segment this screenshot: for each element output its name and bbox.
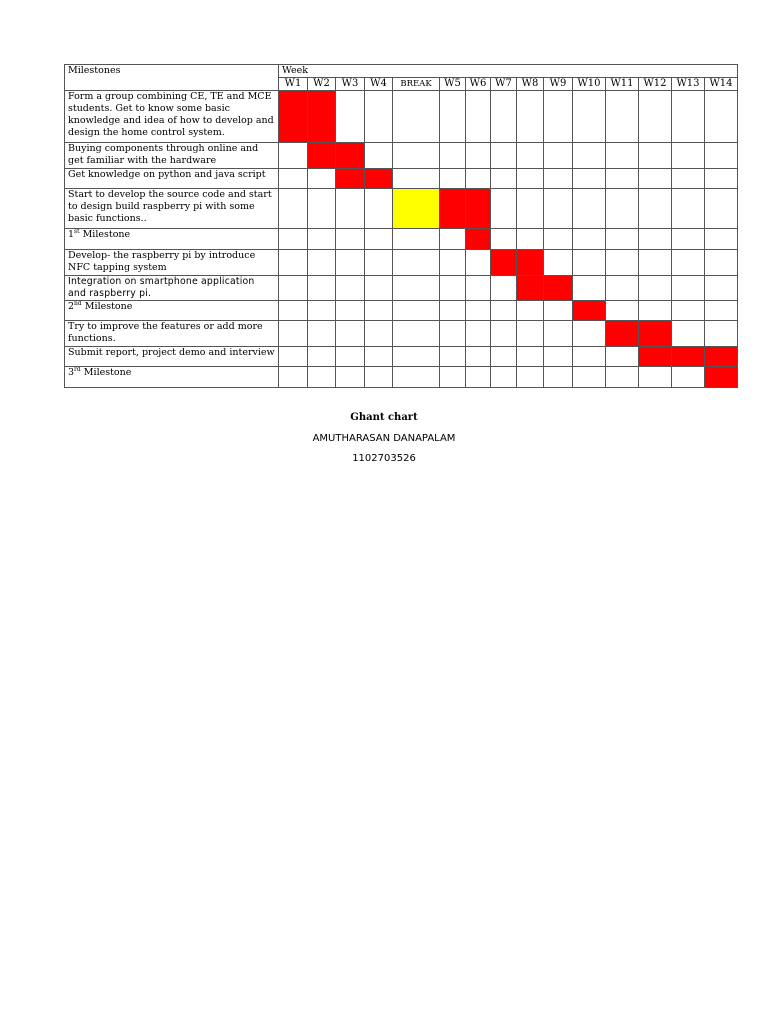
week-cell-w1 — [279, 347, 308, 367]
week-cell-w10 — [573, 301, 606, 321]
column-header-w1: W1 — [279, 78, 308, 91]
week-cell-w2 — [308, 321, 336, 347]
task-cell — [65, 169, 279, 189]
week-cell-w12 — [639, 250, 672, 276]
week-cell-w12 — [639, 169, 672, 189]
week-cell-w5 — [440, 276, 466, 301]
milestone-ordinal: 1 — [68, 229, 75, 240]
week-cell-w5 — [440, 250, 466, 276]
table-row — [65, 276, 738, 301]
week-cell-w12 — [639, 301, 672, 321]
week-cell-w2 — [308, 347, 336, 367]
week-cell-w14 — [705, 301, 738, 321]
column-header-w8: W8 — [517, 78, 544, 91]
week-cell-w2 — [308, 169, 336, 189]
week-cell-w3 — [336, 321, 365, 347]
week-cell-w8 — [517, 91, 544, 143]
week-cell-w14 — [705, 143, 738, 169]
week-cell-w7 — [491, 321, 517, 347]
week-cell-w13 — [672, 301, 705, 321]
week-cell-w9 — [544, 367, 573, 388]
week-cell-w6 — [466, 169, 491, 189]
column-header-w11: W11 — [606, 78, 639, 91]
task-label: Start to develop the source code and start to design build raspberry pi with some basic functions.. — [68, 189, 272, 224]
week-cell-w8 — [517, 229, 544, 250]
break-cell — [393, 301, 440, 321]
week-cell-w7 — [491, 301, 517, 321]
week-cell-w1 — [279, 276, 308, 301]
week-cell-w4 — [365, 301, 393, 321]
week-cell-w13 — [672, 189, 705, 229]
week-cell-w12 — [639, 321, 672, 347]
task-label: Get knowledge on python and java script — [68, 169, 266, 180]
task-cell — [65, 301, 279, 321]
task-label: Buying components through online and get familiar with the hardware — [68, 143, 259, 166]
week-cell-w11 — [606, 321, 639, 347]
week-cell-w5 — [440, 321, 466, 347]
milestones-header: Milestones — [65, 65, 279, 91]
week-cell-w2 — [308, 250, 336, 276]
break-cell — [393, 347, 440, 367]
week-cell-w7 — [491, 189, 517, 229]
week-cell-w3 — [336, 367, 365, 388]
week-cell-w11 — [606, 301, 639, 321]
week-cell-w1 — [279, 229, 308, 250]
break-cell — [393, 321, 440, 347]
break-cell — [393, 143, 440, 169]
task-label: Form a group combining CE, TE and MCE students. Get to know some basic knowledge and idea of how to develop and design the home control system. — [68, 91, 274, 138]
table-row — [65, 250, 738, 276]
week-cell-w1 — [279, 169, 308, 189]
task-cell — [65, 250, 279, 276]
week-cell-w8 — [517, 189, 544, 229]
column-header-w3: W3 — [336, 78, 365, 91]
week-cell-w4 — [365, 367, 393, 388]
column-header-w6: W6 — [466, 78, 491, 91]
week-cell-w13 — [672, 91, 705, 143]
task-cell — [65, 91, 279, 143]
column-header-w4: W4 — [365, 78, 393, 91]
week-cell-w10 — [573, 91, 606, 143]
milestone-ordinal: 2 — [68, 301, 75, 312]
week-cell-w11 — [606, 347, 639, 367]
week-cell-w13 — [672, 143, 705, 169]
week-cell-w12 — [639, 367, 672, 388]
table-row — [65, 301, 738, 321]
week-cell-w5 — [440, 189, 466, 229]
week-cell-w1 — [279, 143, 308, 169]
week-cell-w12 — [639, 189, 672, 229]
week-cell-w6 — [466, 229, 491, 250]
week-cell-w14 — [705, 367, 738, 388]
week-cell-w4 — [365, 276, 393, 301]
column-header-break: BREAK — [393, 78, 440, 91]
week-cell-w10 — [573, 169, 606, 189]
week-cell-w6 — [466, 91, 491, 143]
week-cell-w4 — [365, 321, 393, 347]
week-cell-w7 — [491, 367, 517, 388]
week-cell-w8 — [517, 276, 544, 301]
week-cell-w9 — [544, 301, 573, 321]
week-cell-w1 — [279, 250, 308, 276]
week-cell-w10 — [573, 321, 606, 347]
week-cell-w13 — [672, 250, 705, 276]
week-cell-w12 — [639, 91, 672, 143]
table-row — [65, 189, 738, 229]
week-cell-w2 — [308, 276, 336, 301]
week-cell-w9 — [544, 91, 573, 143]
week-cell-w7 — [491, 143, 517, 169]
week-cell-w1 — [279, 301, 308, 321]
week-cell-w8 — [517, 347, 544, 367]
column-header-w2: W2 — [308, 78, 336, 91]
table-row — [65, 229, 738, 250]
week-cell-w7 — [491, 347, 517, 367]
week-cell-w10 — [573, 250, 606, 276]
table-row — [65, 347, 738, 367]
milestone-label: Milestone — [82, 229, 131, 240]
week-cell-w6 — [466, 189, 491, 229]
break-cell — [393, 229, 440, 250]
week-cell-w1 — [279, 189, 308, 229]
week-cell-w9 — [544, 229, 573, 250]
task-label: Integration on smartphone application and raspberry pi. — [68, 276, 255, 299]
chart-title: Ghant chart — [350, 412, 418, 423]
week-cell-w11 — [606, 143, 639, 169]
task-cell — [65, 276, 279, 301]
week-cell-w6 — [466, 367, 491, 388]
break-cell — [393, 91, 440, 143]
week-cell-w5 — [440, 347, 466, 367]
week-cell-w10 — [573, 367, 606, 388]
week-cell-w11 — [606, 91, 639, 143]
week-cell-w5 — [440, 91, 466, 143]
week-cell-w11 — [606, 229, 639, 250]
week-cell-w3 — [336, 143, 365, 169]
week-cell-w12 — [639, 143, 672, 169]
week-cell-w5 — [440, 301, 466, 321]
week-cell-w2 — [308, 189, 336, 229]
week-cell-w3 — [336, 276, 365, 301]
week-cell-w14 — [705, 189, 738, 229]
week-cell-w9 — [544, 189, 573, 229]
week-cell-w10 — [573, 143, 606, 169]
week-cell-w11 — [606, 367, 639, 388]
week-cell-w2 — [308, 91, 336, 143]
week-cell-w6 — [466, 276, 491, 301]
milestone-ordinal-suffix: nd — [74, 300, 82, 307]
week-cell-w4 — [365, 91, 393, 143]
week-cell-w7 — [491, 169, 517, 189]
table-row — [65, 143, 738, 169]
week-cell-w4 — [365, 229, 393, 250]
task-label: Develop- the raspberry pi by introduce NFC tapping system — [68, 250, 256, 273]
week-cell-w14 — [705, 250, 738, 276]
week-cell-w6 — [466, 143, 491, 169]
week-cell-w14 — [705, 347, 738, 367]
week-cell-w13 — [672, 321, 705, 347]
week-cell-w3 — [336, 301, 365, 321]
task-cell — [65, 189, 279, 229]
week-cell-w2 — [308, 301, 336, 321]
column-header-w14: W14 — [705, 78, 738, 91]
week-cell-w1 — [279, 321, 308, 347]
column-header-w9: W9 — [544, 78, 573, 91]
week-cell-w9 — [544, 321, 573, 347]
week-cell-w5 — [440, 143, 466, 169]
break-cell — [393, 367, 440, 388]
week-cell-w9 — [544, 347, 573, 367]
column-header-w13: W13 — [672, 78, 705, 91]
week-cell-w3 — [336, 229, 365, 250]
week-cell-w3 — [336, 189, 365, 229]
week-cell-w2 — [308, 367, 336, 388]
table-row — [65, 367, 738, 388]
week-cell-w9 — [544, 276, 573, 301]
week-cell-w6 — [466, 301, 491, 321]
task-label: Try to improve the features or add more functions. — [68, 321, 263, 344]
week-cell-w7 — [491, 229, 517, 250]
week-cell-w8 — [517, 301, 544, 321]
week-cell-w14 — [705, 169, 738, 189]
week-cell-w6 — [466, 250, 491, 276]
week-cell-w14 — [705, 276, 738, 301]
week-cell-w6 — [466, 347, 491, 367]
break-cell — [393, 276, 440, 301]
week-cell-w2 — [308, 143, 336, 169]
week-cell-w10 — [573, 276, 606, 301]
milestone-ordinal-suffix: st — [74, 228, 80, 235]
gantt-chart-table — [64, 64, 738, 388]
milestone-label: Milestone — [84, 301, 133, 312]
week-cell-w8 — [517, 367, 544, 388]
week-cell-w3 — [336, 169, 365, 189]
week-cell-w8 — [517, 321, 544, 347]
break-cell — [393, 250, 440, 276]
week-cell-w4 — [365, 143, 393, 169]
column-header-w7: W7 — [491, 78, 517, 91]
milestone-ordinal: 3 — [68, 367, 75, 378]
week-cell-w9 — [544, 169, 573, 189]
week-cell-w9 — [544, 143, 573, 169]
week-cell-w5 — [440, 367, 466, 388]
week-cell-w7 — [491, 250, 517, 276]
week-cell-w8 — [517, 250, 544, 276]
week-cell-w1 — [279, 367, 308, 388]
milestone-ordinal-suffix: rd — [74, 366, 81, 373]
task-cell — [65, 367, 279, 388]
table-row — [65, 321, 738, 347]
week-cell-w8 — [517, 169, 544, 189]
week-cell-w7 — [491, 276, 517, 301]
week-cell-w11 — [606, 250, 639, 276]
task-cell — [65, 347, 279, 367]
week-cell-w2 — [308, 229, 336, 250]
week-cell-w13 — [672, 347, 705, 367]
week-cell-w13 — [672, 367, 705, 388]
week-cell-w11 — [606, 189, 639, 229]
week-cell-w4 — [365, 189, 393, 229]
task-cell — [65, 321, 279, 347]
week-cell-w1 — [279, 91, 308, 143]
week-cell-w3 — [336, 250, 365, 276]
column-header-w5: W5 — [440, 78, 466, 91]
column-header-w12: W12 — [639, 78, 672, 91]
task-cell — [65, 229, 279, 250]
week-cell-w11 — [606, 169, 639, 189]
week-cell-w14 — [705, 91, 738, 143]
week-cell-w10 — [573, 189, 606, 229]
week-cell-w7 — [491, 91, 517, 143]
week-cell-w3 — [336, 91, 365, 143]
task-cell — [65, 143, 279, 169]
week-cell-w9 — [544, 250, 573, 276]
week-cell-w13 — [672, 169, 705, 189]
week-cell-w14 — [705, 321, 738, 347]
student-id: 1102703526 — [352, 453, 416, 464]
week-cell-w4 — [365, 347, 393, 367]
column-header-w10: W10 — [573, 78, 606, 91]
week-cell-w8 — [517, 143, 544, 169]
table-row — [65, 91, 738, 143]
week-header: Week — [279, 65, 738, 78]
milestone-label: Milestone — [83, 367, 132, 378]
week-cell-w5 — [440, 229, 466, 250]
week-cell-w4 — [365, 169, 393, 189]
week-cell-w14 — [705, 229, 738, 250]
author-name: AMUTHARASAN DANAPALAM — [312, 433, 456, 444]
week-cell-w13 — [672, 276, 705, 301]
week-cell-w12 — [639, 229, 672, 250]
break-cell — [393, 189, 440, 229]
week-cell-w10 — [573, 347, 606, 367]
week-cell-w10 — [573, 229, 606, 250]
week-cell-w5 — [440, 169, 466, 189]
break-cell — [393, 169, 440, 189]
week-cell-w12 — [639, 276, 672, 301]
week-cell-w12 — [639, 347, 672, 367]
week-cell-w11 — [606, 276, 639, 301]
week-cell-w6 — [466, 321, 491, 347]
week-cell-w13 — [672, 229, 705, 250]
week-cell-w4 — [365, 250, 393, 276]
task-label: Submit report, project demo and interview — [68, 347, 275, 358]
table-row — [65, 169, 738, 189]
week-cell-w3 — [336, 347, 365, 367]
